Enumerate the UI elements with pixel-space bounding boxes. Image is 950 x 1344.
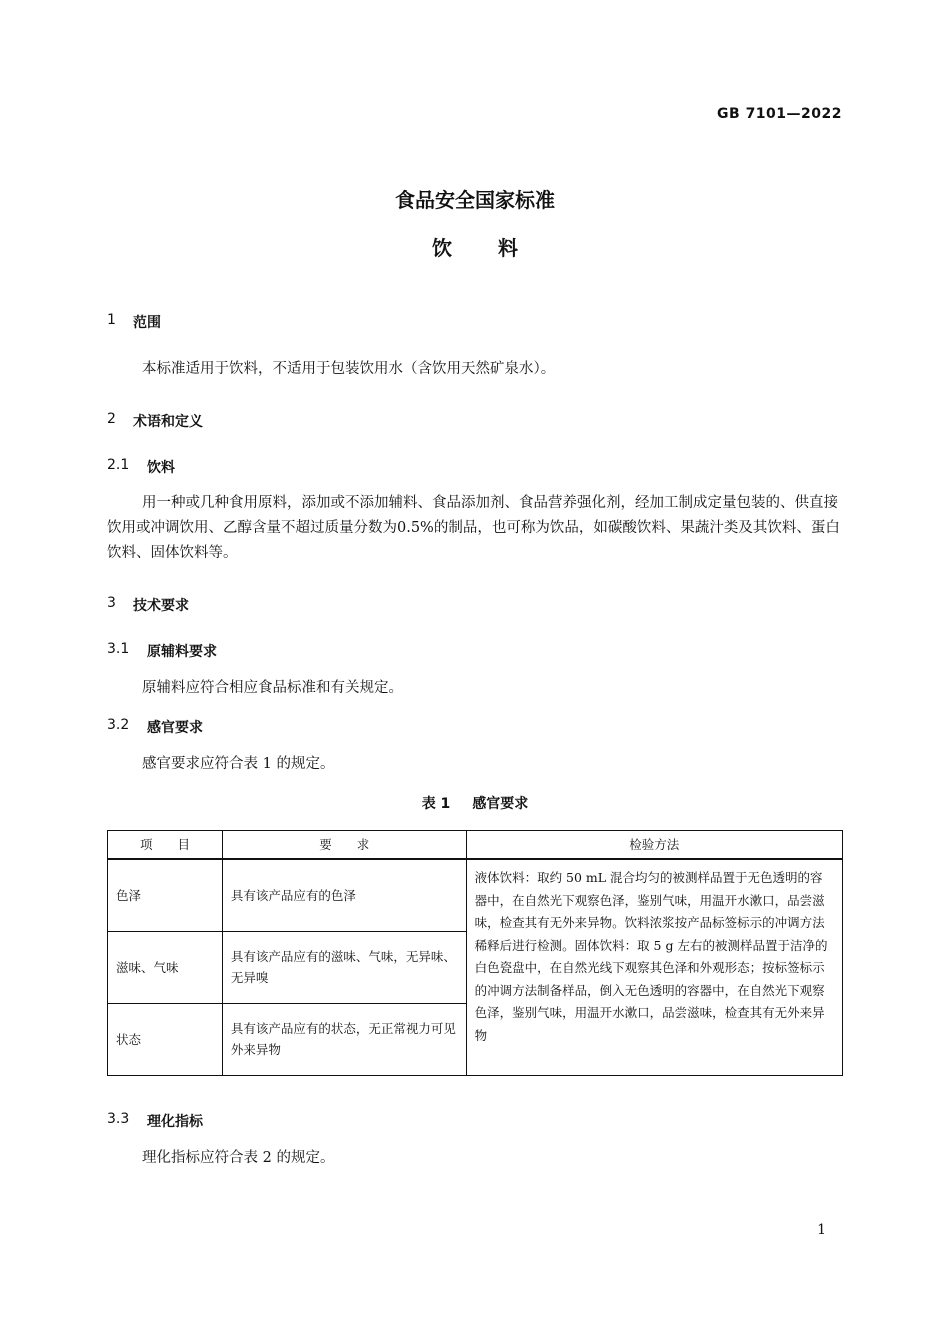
cell-method: 液体饮料：取约 50 mL 混合均匀的被测样品置于无色透明的容器中，在自然光下观察色泽，鉴别气味，用温开水漱口，品尝滋味，检查其有无外来异物。饮料浓浆按产品标签标示的冲调方法稀释后进行检测。固体饮料：取 5 g 左右的被测样品置于洁净的白色瓷盘中，在自然光线下观察其色泽和外观形态；按标签标示的冲调方法制备样品，倒入无色透明的容器中，在自然光下观察色泽，鉴别气味，用温开水漱口，品尝滋味，检查其有无外来异物 (466, 859, 842, 1075)
section-3-3-body: 理化指标应符合表 2 的规定。 (142, 1150, 335, 1166)
section-3-1-body: 原辅料应符合相应食品标准和有关规定。 (142, 680, 403, 696)
section-number: 3 (107, 595, 116, 611)
cell-requirement: 具有该产品应有的色泽 (222, 859, 466, 931)
section-1-heading (107, 312, 161, 332)
section-2-1-body: 用一种或几种食用原料，添加或不添加辅料、食品添加剂、食品营养强化剂，经加工制成定量包装的、供直接饮用或冲调饮用、乙醇含量不超过质量分数为0.5%的制品，也可称为饮品，如碳酸饮料、果蔬汁类及其饮料、蛋白饮料、固体饮料等。 (107, 495, 840, 561)
section-3-3-heading (107, 1111, 203, 1131)
section-3-2-body: 感官要求应符合表 1 的规定。 (142, 756, 335, 772)
section-number: 3.3 (107, 1111, 130, 1127)
column-header-requirement: 要 求 (222, 831, 466, 860)
cell-item: 滋味、气味 (108, 931, 223, 1003)
document-title: 食品安全国家标准 (395, 188, 555, 212)
section-3-heading (107, 595, 189, 615)
section-title: 感官要求 (147, 720, 203, 736)
page-number: 1 (817, 1222, 826, 1238)
section-3-2-heading (107, 717, 203, 737)
section-title: 理化指标 (147, 1114, 203, 1130)
table-caption (0, 793, 950, 813)
section-number: 2.1 (107, 457, 130, 473)
section-title: 技术要求 (133, 598, 189, 614)
section-title: 术语和定义 (133, 414, 203, 430)
column-header-method: 检验方法 (466, 831, 842, 860)
table-row (108, 859, 843, 931)
section-number: 2 (107, 411, 116, 427)
document-subtitle: 饮料 (432, 236, 564, 260)
section-number: 1 (107, 312, 116, 328)
table-header-row (108, 831, 843, 860)
section-2-1-heading (107, 457, 175, 477)
section-title: 原辅料要求 (147, 644, 217, 660)
section-1-body: 本标准适用于饮料，不适用于包装饮用水（含饮用天然矿泉水）。 (142, 361, 556, 377)
section-title: 范围 (133, 315, 161, 331)
column-header-item: 项 目 (108, 831, 223, 860)
section-3-1-heading (107, 641, 217, 661)
standard-code: GB 7101—2022 (717, 106, 842, 122)
cell-item: 色泽 (108, 859, 223, 931)
sensory-requirements-table (107, 830, 843, 1076)
section-number: 3.2 (107, 717, 130, 733)
cell-requirement: 具有该产品应有的滋味、气味，无异味、无异嗅 (222, 931, 466, 1003)
section-title: 饮料 (147, 460, 175, 476)
table-title: 感官要求 (472, 796, 529, 812)
section-2-heading (107, 411, 203, 431)
section-number: 3.1 (107, 641, 130, 657)
cell-item: 状态 (108, 1003, 223, 1075)
cell-requirement: 具有该产品应有的状态，无正常视力可见外来异物 (222, 1003, 466, 1075)
table-number: 表 1 (421, 796, 451, 812)
